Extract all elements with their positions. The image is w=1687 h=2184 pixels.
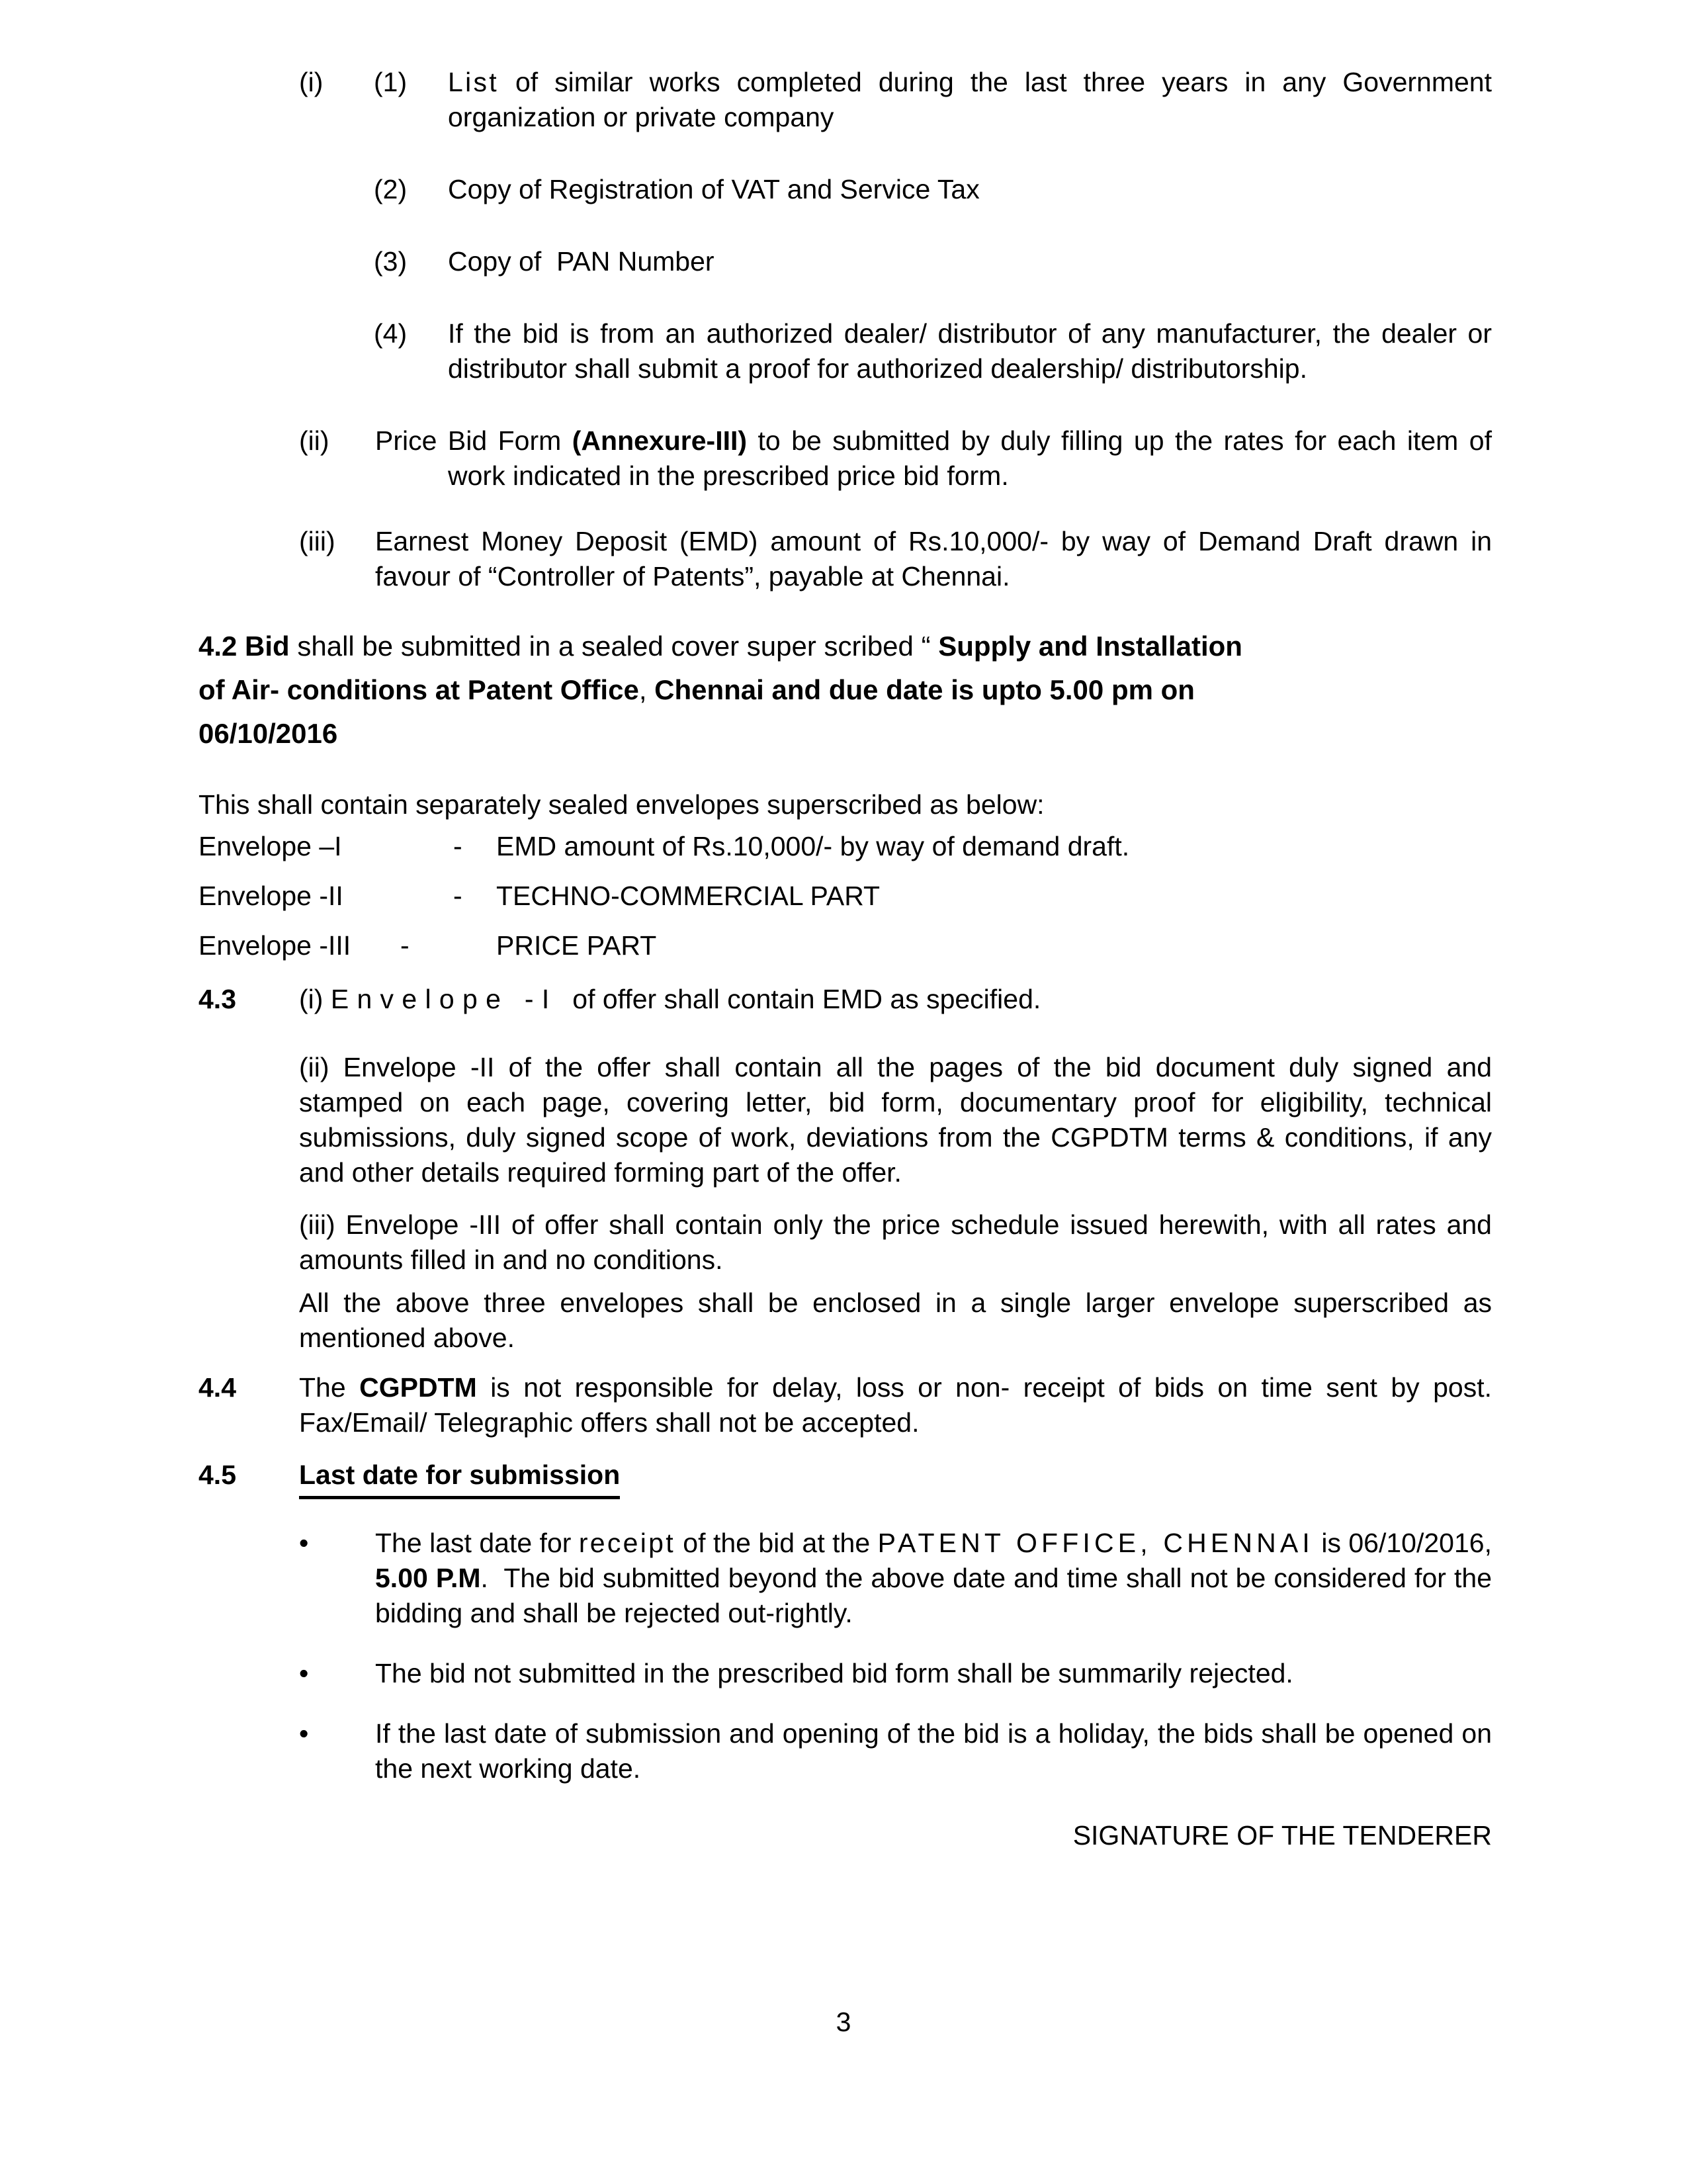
bullet-text: The bid not submitted in the prescribed bid form shall be summarily rejected. xyxy=(375,1658,1293,1688)
item-number: (4) xyxy=(374,318,408,349)
item-text: Earnest Money Deposit (EMD) amount of Rs.10,000/- by way of Demand Draft drawn in favour of “Controller of Patents”, payable at Chennai. xyxy=(375,526,1492,591)
envelope-row xyxy=(198,879,1492,914)
roman-marker-spacer xyxy=(299,316,374,386)
envelope-row xyxy=(198,829,1492,864)
annexure-ref: (Annexure-III) xyxy=(572,425,748,456)
envelope-dash: - xyxy=(453,831,462,861)
bullet-glyph: • xyxy=(299,1528,309,1558)
item-text-lead: List xyxy=(448,67,499,97)
roman-marker-spacer xyxy=(299,172,374,207)
page-number: 3 xyxy=(836,2007,851,2037)
due-date: 06/10/2016 xyxy=(198,718,338,749)
bullet-item xyxy=(299,1716,1492,1786)
roman-marker: (iii) xyxy=(299,526,335,556)
envelope-desc: PRICE PART xyxy=(496,930,657,961)
heading-line: 4.2 Bid shall be submitted in a sealed cover super scribed “ Supply and Installation xyxy=(198,631,1242,662)
item-number: (3) xyxy=(374,246,408,277)
list-item-iii xyxy=(299,524,1492,594)
list-item xyxy=(299,244,1492,279)
clause-i: (i) Envelope -I of offer shall contain EMD as specified. xyxy=(299,984,1041,1014)
section-4-5 xyxy=(198,1458,1492,1499)
item-number: (1) xyxy=(374,67,408,97)
item-text xyxy=(375,423,1492,494)
bullet-glyph: • xyxy=(299,1658,309,1688)
section-content xyxy=(299,982,1492,1356)
section-number-inline: 4.2 Bid xyxy=(198,631,290,662)
clause-all-envelopes: All the above three envelopes shall be enclosed in a single larger envelope superscribed as mentioned above. xyxy=(299,1288,1492,1353)
bullet-item xyxy=(299,1526,1500,1631)
list-item-ii xyxy=(299,423,1492,494)
envelope-desc: TECHNO-COMMERCIAL PART xyxy=(496,881,881,911)
section-heading: Last date for submission xyxy=(299,1458,620,1499)
section-number: 4.4 xyxy=(198,1372,236,1403)
envelopes-intro: This shall contain separately sealed envelopes superscribed as below: xyxy=(198,789,1045,820)
envelope-label: Envelope -II xyxy=(198,881,343,911)
bullet-text: If the last date of submission and opening of the bid is a holiday, the bids shall be opened on the next working date. xyxy=(375,1718,1492,1784)
roman-marker: (ii) xyxy=(299,425,329,456)
list-item xyxy=(299,172,1492,207)
bullet-glyph: • xyxy=(299,1718,309,1749)
item-text: Copy of PAN Number xyxy=(448,246,714,277)
heading-line: of Air- conditions at Patent Office, Chennai and due date is upto 5.00 pm on xyxy=(198,674,1195,705)
envelope-label: Envelope -III xyxy=(198,930,351,961)
clause-ii: (ii) Envelope -II of the offer shall contain all the pages of the bid document duly signed and stamped on each page, covering letter, bid form, documentary proof for eligibility, technical submissions, duly signed scope of work, deviations from the CGPDTM terms & conditions, if any and other details required forming part of the offer. xyxy=(299,1052,1492,1188)
bullet-text: The last date for receipt of the bid at the PATENT OFFICE, CHENNAI is 06/10/2016, 5.00 P.M. The bid submitted beyond the above date and time shall not be considered for the bidding and shall be rejected out-rightly. xyxy=(375,1528,1500,1628)
list-item xyxy=(299,65,1492,135)
submission-bullets xyxy=(299,1526,1500,1786)
deadline-time: 5.00 P.M xyxy=(375,1563,481,1593)
item-text xyxy=(448,65,1492,135)
section-4-4 xyxy=(198,1370,1492,1440)
item-text: If the bid is from an authorized dealer/ distributor of any manufacturer, the dealer or distributor shall submit a proof for authorized dealership/ distributorship. xyxy=(448,318,1492,384)
roman-marker: (i) xyxy=(299,67,324,97)
heading-line xyxy=(198,712,1492,756)
envelope-row xyxy=(198,928,1492,963)
envelope-ref: Envelope -I xyxy=(330,984,558,1014)
envelope-desc: EMD amount of Rs.10,000/- by way of demand draft. xyxy=(496,831,1130,861)
item-text-post: to be submitted by duly filling up the rates for each item of work indicated in the prescribed price bid form. xyxy=(448,425,1492,491)
bullet-item xyxy=(299,1656,1492,1691)
clause-iii: (iii) Envelope -III of offer shall contain only the price schedule issued herewith, with all rates and amounts filled in and no conditions. xyxy=(299,1209,1492,1275)
section-4-2-heading xyxy=(198,625,1492,756)
signature-line: SIGNATURE OF THE TENDERER xyxy=(1072,1820,1492,1851)
section-content: The CGPDTM is not responsible for delay, loss or non- receipt of bids on time sent by post. Fax/Email/ Telegraphic offers shall not be accepted. xyxy=(299,1372,1492,1438)
envelope-dash: - xyxy=(453,881,462,911)
section-number: 4.3 xyxy=(198,984,236,1014)
item-text: Copy of Registration of VAT and Service Tax xyxy=(448,174,980,204)
item-text-pre: Price Bid Form xyxy=(375,425,572,456)
section-4-3 xyxy=(198,982,1492,1356)
item-number: (2) xyxy=(374,174,408,204)
envelope-dash: - xyxy=(400,930,410,961)
cgpdtm-ref: CGPDTM xyxy=(359,1372,477,1403)
patent-office-ref: PATENT OFFICE, CHENNAI xyxy=(877,1528,1314,1558)
item-text-rest: of similar works completed during the last three years in any Government organization or private company xyxy=(448,67,1492,132)
section-content xyxy=(299,1458,1492,1499)
list-item xyxy=(299,316,1492,386)
section-number: 4.5 xyxy=(198,1460,236,1490)
envelope-label: Envelope –I xyxy=(198,831,342,861)
roman-marker-spacer xyxy=(299,244,374,279)
eligibility-list xyxy=(299,65,1492,386)
